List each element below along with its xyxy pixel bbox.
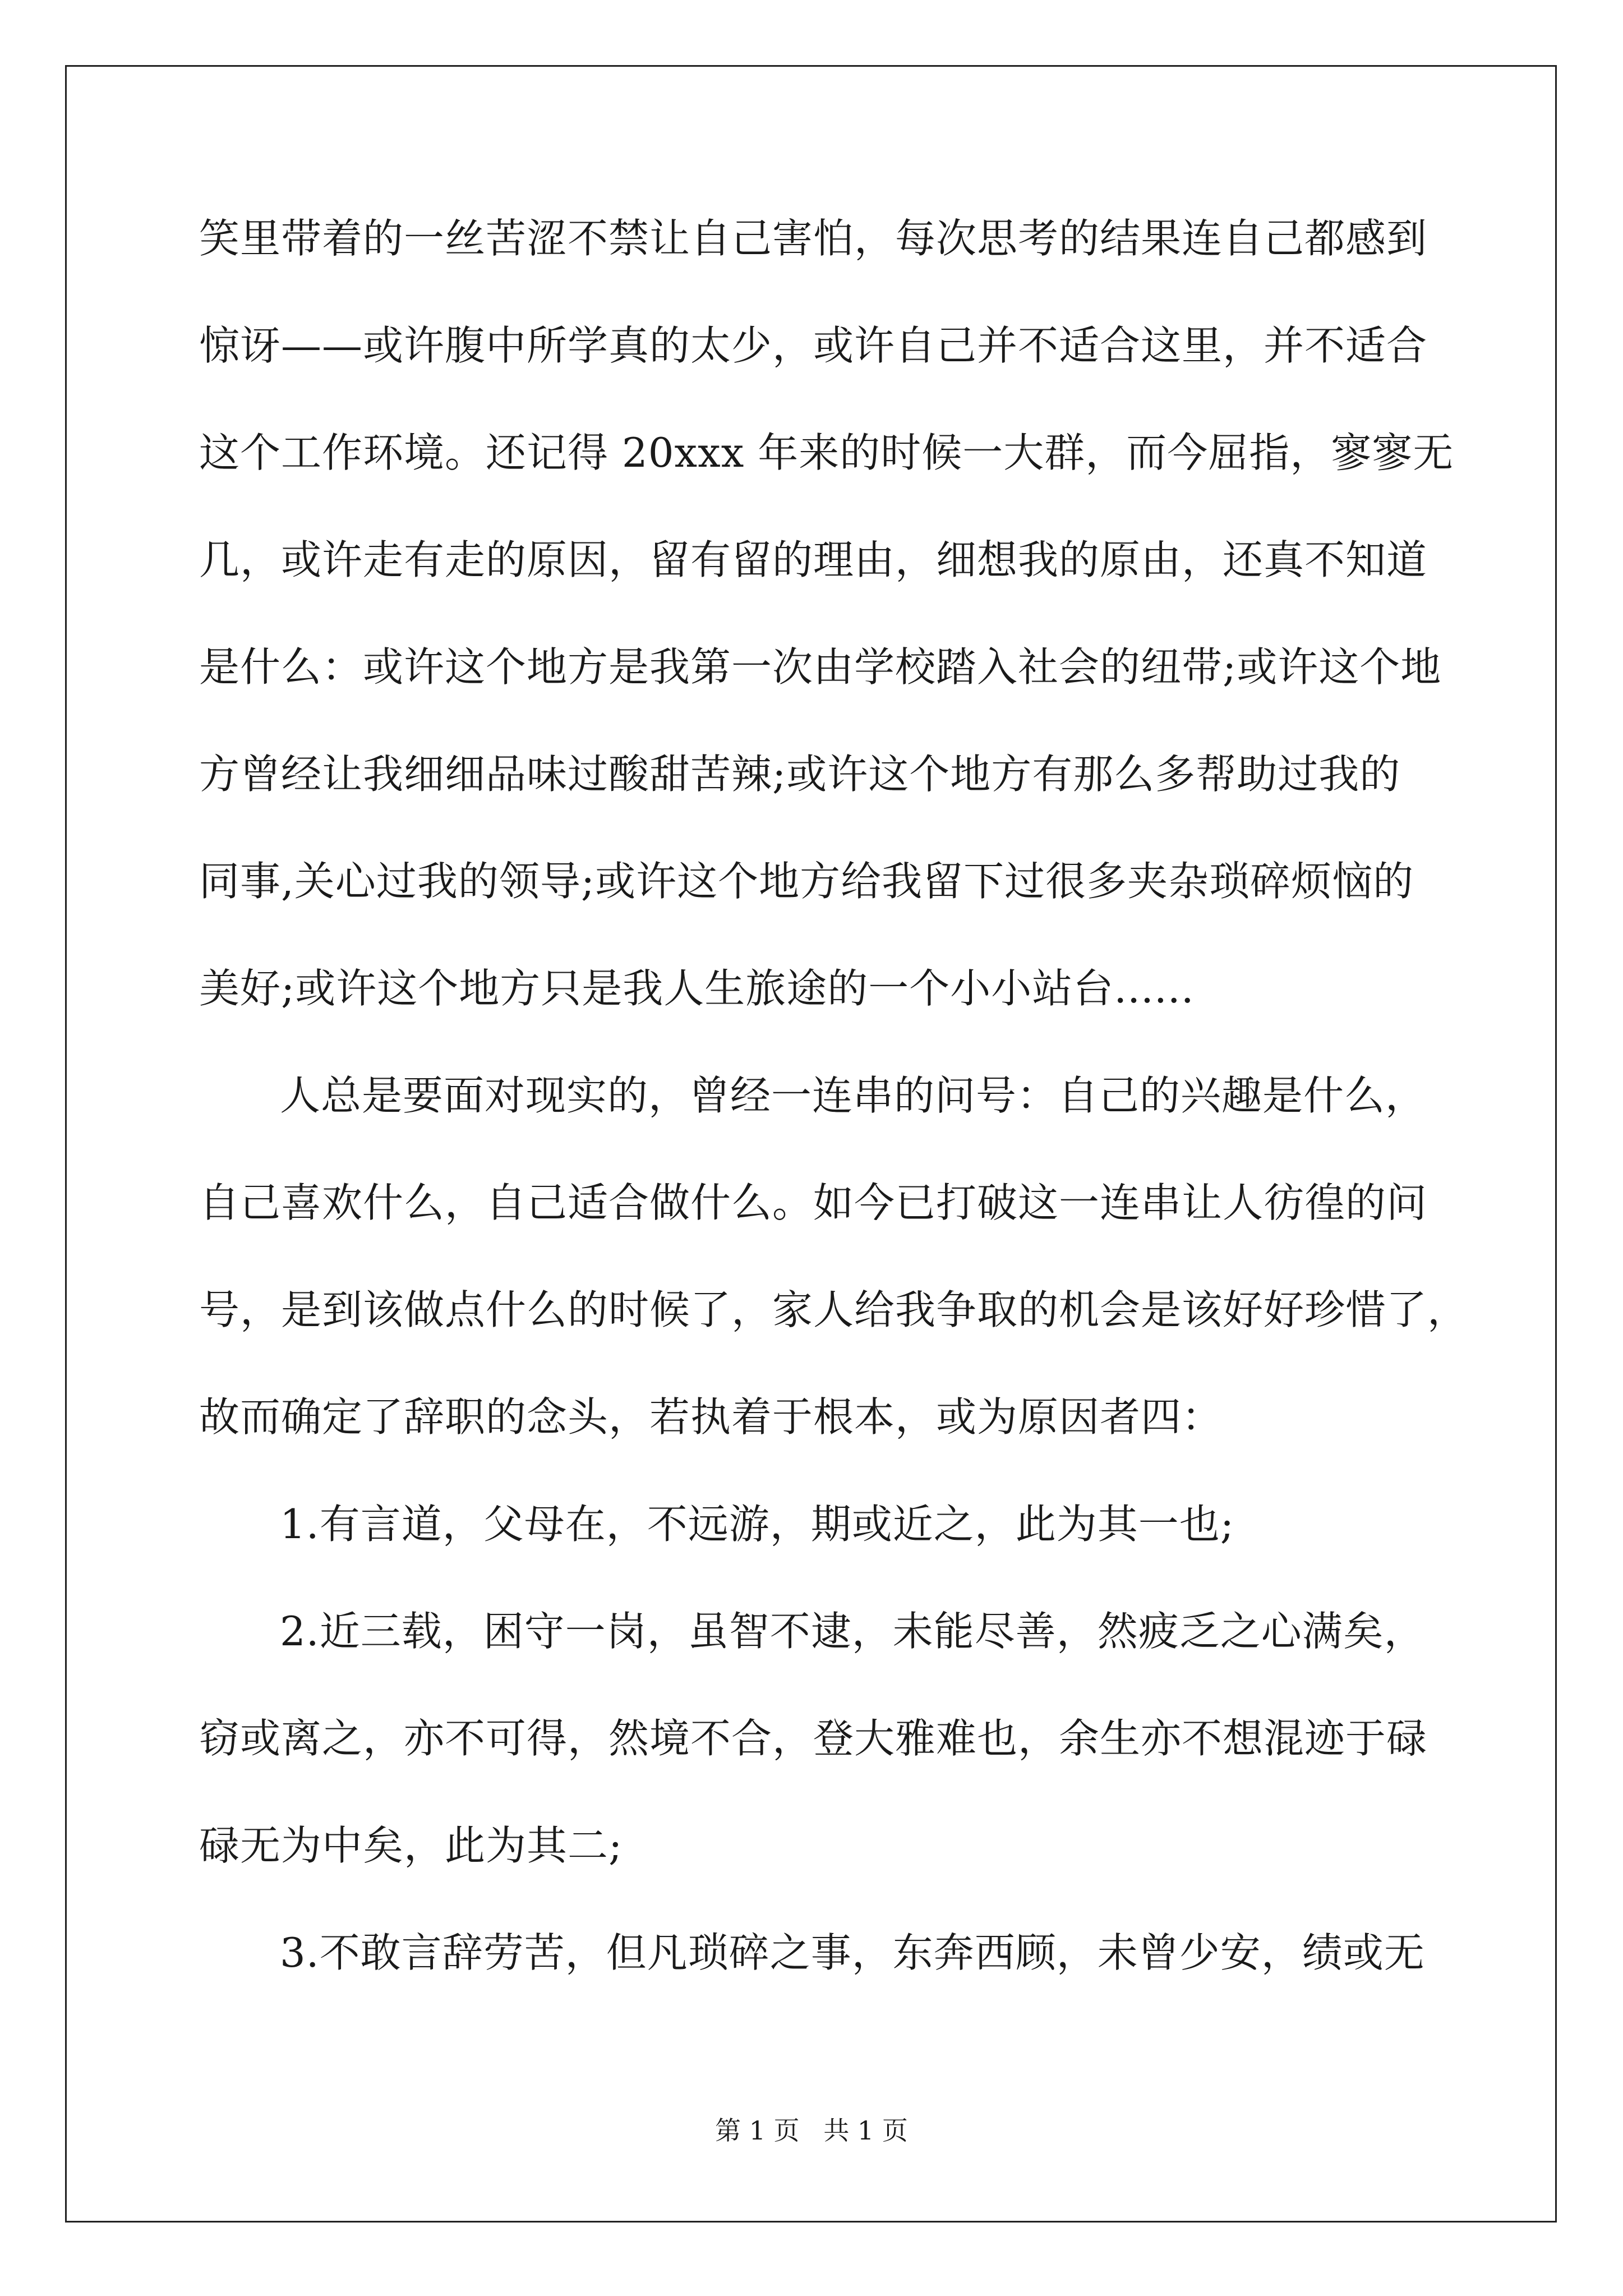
text-line-13: 1.有言道，父母在，不远游，期或近之，此为其一也;: [280, 1501, 1234, 1548]
text-line-7: 同事,关心过我的领导;或许这个地方给我留下过很多夹杂琐碎烦恼的: [199, 858, 1414, 905]
document-body: [199, 215, 1469, 2037]
text-line-8: 美好;或许这个地方只是我人生旅途的一个小小站台......: [199, 965, 1195, 1012]
text-line-6: 方曾经让我细细品味过酸甜苦辣;或许这个地方有那么多帮助过我的: [199, 751, 1401, 798]
text-line-12: 故而确定了辞职的念头，若执着于根本，或为原因者四：: [199, 1393, 1223, 1441]
text-line-11: 号，是到该做点什么的时候了，家人给我争取的机会是该好好珍惜了，: [199, 1286, 1469, 1333]
page-number: 第 1 页: [715, 2115, 800, 2146]
text-line-2: 惊讶——或许腹中所学真的太少，或许自己并不适合这里，并不适合: [199, 322, 1428, 369]
page-total: 共 1 页: [823, 2115, 908, 2146]
text-line-9: 人总是要面对现实的，曾经一连串的问号：自己的兴趣是什么，: [280, 1072, 1427, 1119]
text-line-3: 这个工作环境。还记得 20xxx 年来的时候一大群，而今屈指，寥寥无: [199, 429, 1454, 476]
text-line-14: 2.近三载，困守一岗，虽智不逮，未能尽善，然疲乏之心满矣，: [280, 1608, 1425, 1655]
text-line-16: 碌无为中矣，此为其二;: [199, 1822, 623, 1869]
text-line-15: 窃或离之，亦不可得，然境不合，登大雅难也，余生亦不想混迹于碌: [199, 1715, 1428, 1762]
page-footer: [0, 2115, 1623, 2146]
text-line-5: 是什么：或许这个地方是我第一次由学校踏入社会的纽带;或许这个地: [199, 643, 1442, 691]
text-line-17: 3.不敢言辞劳苦，但凡琐碎之事，东奔西顾，未曾少安，绩或无: [280, 1929, 1425, 1976]
text-line-1: 笑里带着的一丝苦涩不禁让自己害怕，每次思考的结果连自己都感到: [199, 215, 1428, 262]
text-line-10: 自己喜欢什么，自己适合做什么。如今已打破这一连串让人彷徨的问: [199, 1179, 1428, 1226]
text-line-4: 几，或许走有走的原因，留有留的理由，细想我的原由，还真不知道: [199, 536, 1428, 583]
